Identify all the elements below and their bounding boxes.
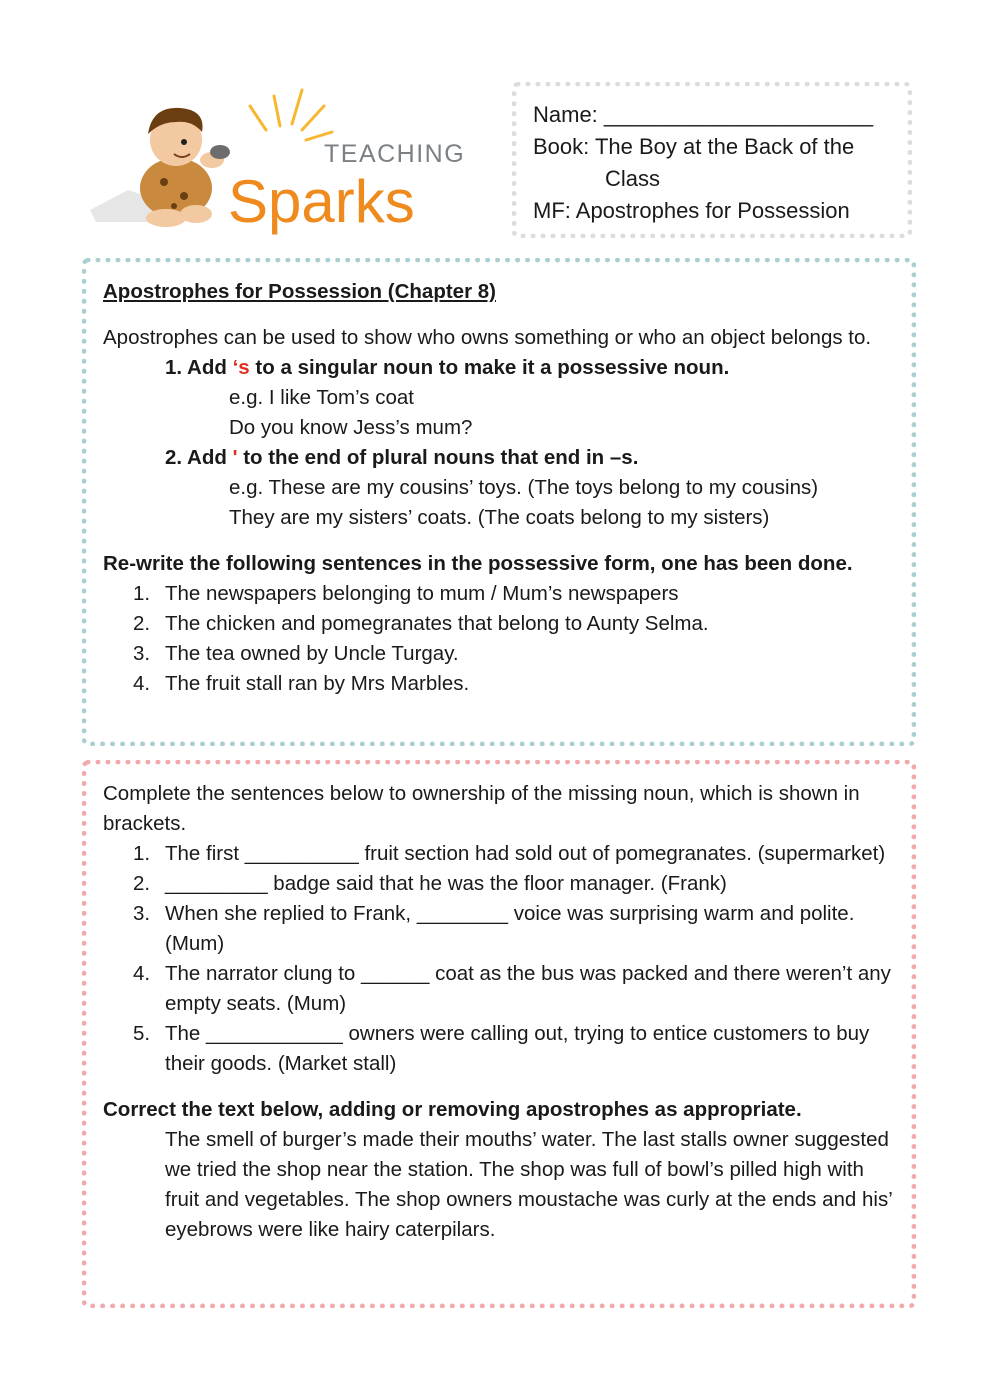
list-item: 3. The tea owned by Uncle Turgay. [133, 642, 459, 665]
teaching-sparks-logo [88, 82, 478, 242]
list-item: 4. The fruit stall ran by Mrs Marbles. [133, 672, 470, 695]
rewrite-task-heading: Re-write the following sentences in the possessive form, one has been done. [103, 552, 853, 575]
book-label-line1: Book: The Boy at the Back of the [533, 134, 855, 159]
book-label-line2: Class [605, 166, 661, 191]
name-field-line[interactable]: Name: ______________________ [533, 102, 874, 127]
list-item: 1. The first __________ fruit section had sold out of pomegranates. (supermarket) [133, 842, 886, 865]
exercise-intro: Complete the sentences below to ownership of the missing noun, which is shown in brackets. [103, 782, 860, 835]
student-info-box [512, 82, 912, 238]
list-item: 4. The narrator clung to ______ coat as the bus was packed and there weren’t any empty seats. (Mum) [133, 962, 891, 1015]
apostrophe-mark: ' [232, 446, 238, 469]
list-item: 2. The chicken and pomegranates that belong to Aunty Selma. [133, 612, 709, 635]
list-item: 5. The ____________ owners were calling out, trying to entice customers to buy their goods. (Market stall) [133, 1022, 870, 1075]
mf-label: MF: Apostrophes for Possession [533, 198, 850, 223]
logo-text-teaching: TEACHING [324, 140, 466, 168]
correct-task-heading: Correct the text below, adding or removing apostrophes as appropriate. [103, 1098, 802, 1121]
rule-2-example: e.g. These are my cousins’ toys. (The toys belong to my cousins) [229, 476, 819, 499]
logo-text-sparks: Sparks [228, 168, 415, 235]
rule-1: 1. Add ‘s to a singular noun to make it a possessive noun. [165, 356, 730, 379]
correct-task-text: The smell of burger’s made their mouths’ water. The last stalls owner suggested we tried the shop near the station. The shop was full of bowl’s pilled high with fruit and vegetables. The shop owners moustache was curly at the ends and his’ eyebrows were like hairy caterpilars. [165, 1128, 893, 1241]
section-title: Apostrophes for Possession (Chapter 8) [103, 280, 496, 303]
caveman-mascot-icon [88, 82, 478, 242]
rule-2: 2. Add ' to the end of plural nouns that end in –s. [165, 446, 639, 469]
list-item: 1. The newspapers belonging to mum / Mum’s newspapers [133, 582, 679, 605]
apostrophe-rules-section [82, 258, 916, 746]
exercise-section [82, 760, 916, 1308]
list-item: 3. When she replied to Frank, ________ voice was surprising warm and polite. (Mum) [133, 902, 855, 955]
section-intro: Apostrophes can be used to show who owns something or who an object belongs to. [103, 326, 872, 349]
fill-in-list [103, 839, 895, 1079]
rule-2-example: They are my sisters’ coats. (The coats belong to my sisters) [229, 506, 770, 529]
rewrite-task-list [103, 579, 895, 699]
rule-1-example: Do you know Jess’s mum? [229, 416, 473, 439]
apostrophe-s-mark: ‘s [232, 356, 250, 379]
rule-1-example: e.g. I like Tom’s coat [229, 386, 414, 409]
list-item: 2. _________ badge said that he was the floor manager. (Frank) [133, 872, 727, 895]
